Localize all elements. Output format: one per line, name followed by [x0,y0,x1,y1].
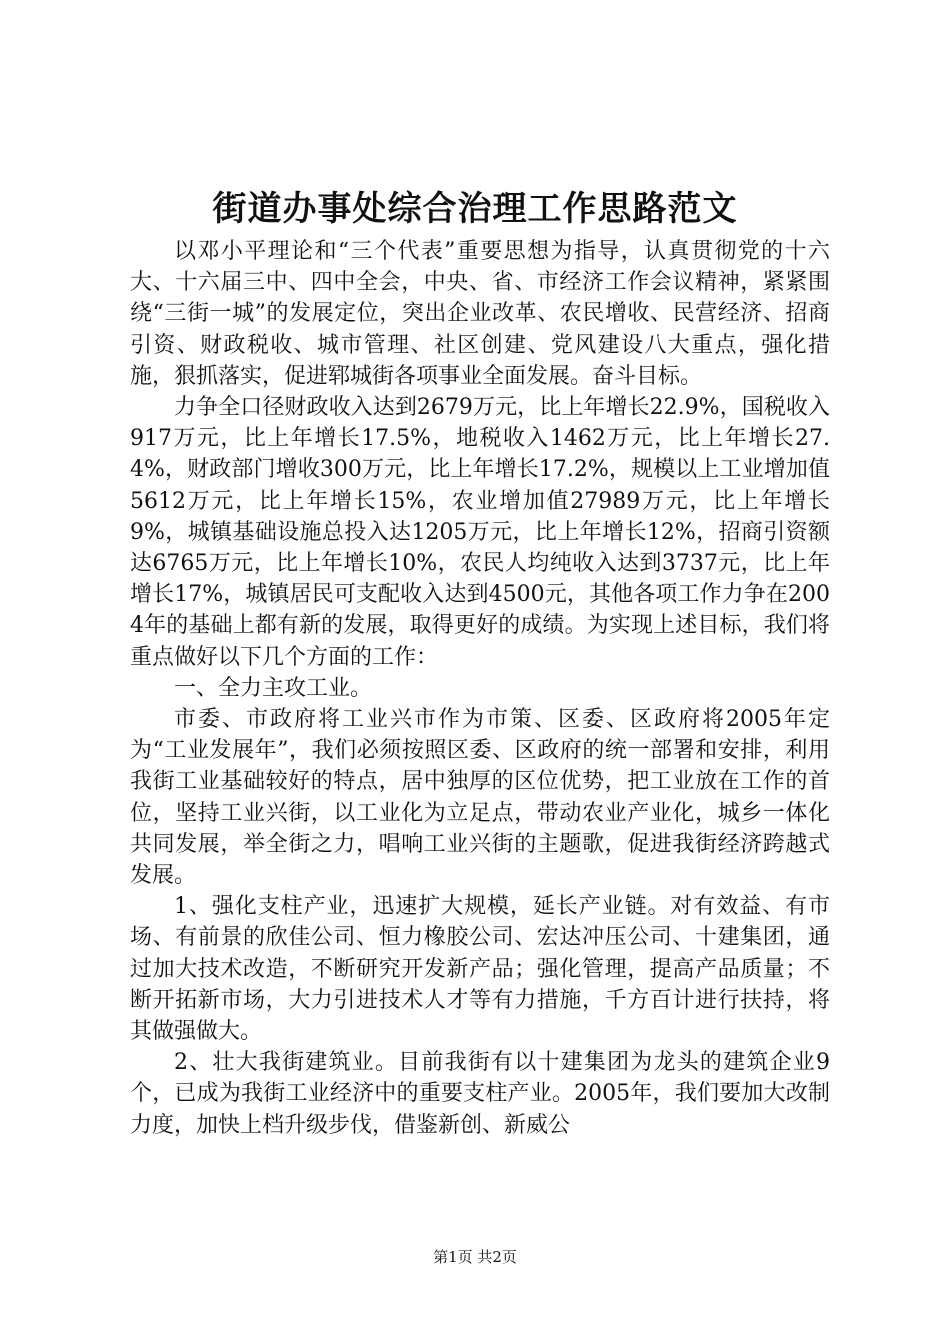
document-title: 街道办事处综合治理工作思路范文 [212,189,738,229]
paragraph-targets: 力争全口径财政收入达到2679万元，比上年增长22.9%，国税收入917万元，比上年增长17.5%，地税收入1462万元，比上年增长27.4%，财政部门增收300万元，比上年增长17.2%，规模以上工业增加值5612万元，比上年增长15%，农业增加值27989万元，比上年增长9%，城镇基础设施总投入达1205万元，比上年增长12%，招商引资额达6765万元，比上年增长10%，农民人均纯收入达到3737元，比上年增长17%，城镇居民可支配收入达到4500元，其他各项工作力争在2004年的基础上都有新的发展，取得更好的成绩。为实现上述目标，我们将重点做好以下几个方面的工作： [130,395,830,670]
paragraph-industry-strategy: 市委、市政府将工业兴市作为市策、区委、区政府将2005年定为“工业发展年”，我们必须按照区委、区政府的统一部署和安排，利用我街工业基础较好的特点，居中独厚的区位优势，把工业放在工作的首位，坚持工业兴街，以工业化为立足点，带动农业产业化，城乡一体化共同发展，举全街之力，唱响工业兴街的主题歌，促进我街经济跨越式发展。 [130,707,830,889]
document-body [130,236,830,1141]
paragraph-construction-industry: 2、壮大我街建筑业。目前我街有以十建集团为龙头的建筑企业9个，已成为我街工业经济中的重要支柱产业。2005年，我们要加大改制力度，加快上档升级步伐，借鉴新创、新威公 [130,1050,830,1138]
paragraph-pillar-industries: 1、强化支柱产业，迅速扩大规模，延长产业链。对有效益、有市场、有前景的欣佳公司、恒力橡胶公司、宏达冲压公司、十建集团，通过加大技术改造，不断研究开发新产品；强化管理，提高产品质量；不断开拓新市场，大力引进技术人才等有力措施，千方百计进行扶持，将其做强做大。 [130,894,830,1045]
section-heading-industry: 一、全力主攻工业。 [174,675,373,701]
paragraph-guiding-principle: 以邓小平理论和“三个代表”重要思想为指导，认真贯彻党的十六大、十六届三中、四中全会，中央、省、市经济工作会议精神，紧紧围绕“三街一城”的发展定位，突出企业改革、农民增收、民营经济、招商引资、财政税收、城市管理、社区创建、党风建设八大重点，强化措施，狠抓落实，促进郓城街各项事业全面发展。奋斗目标。 [130,239,830,389]
page-footer: 第1页 共2页 [433,1248,517,1266]
